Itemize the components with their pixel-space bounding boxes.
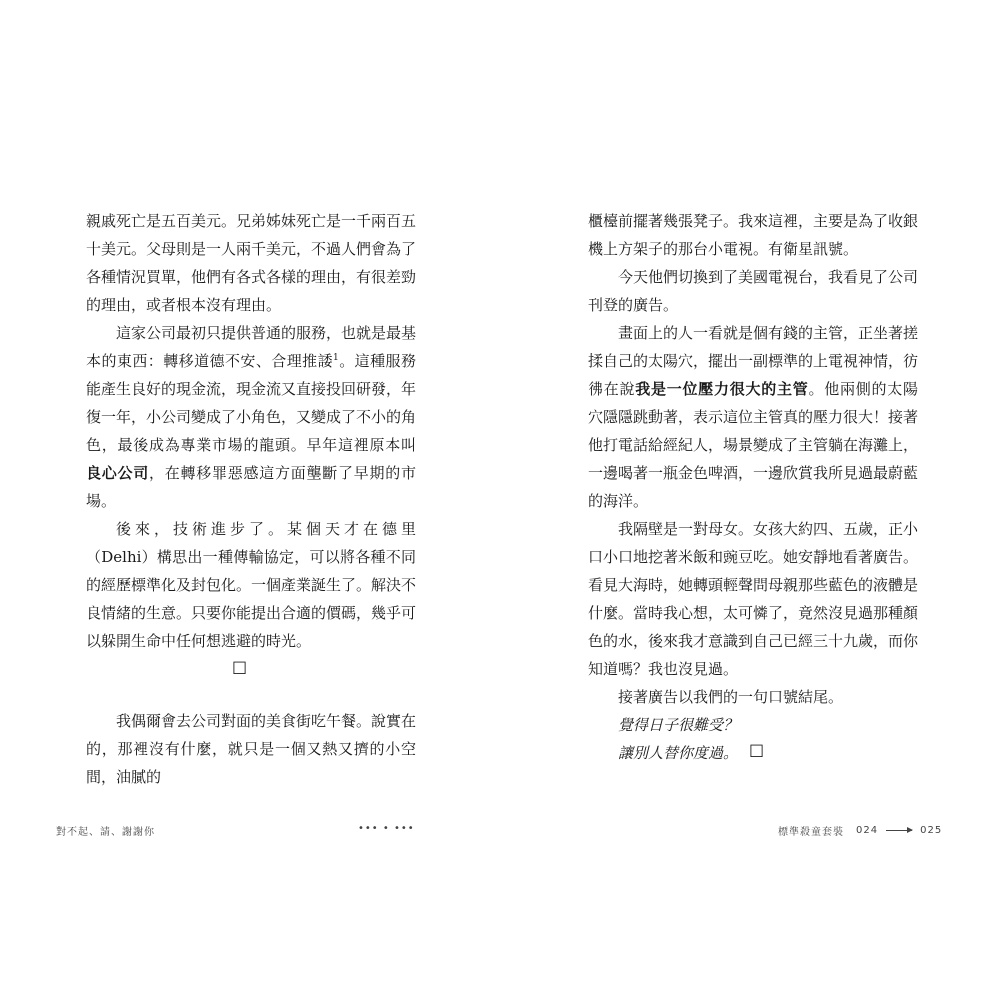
body-text: 今天他們切換到了美國電視台，我看見了公司刊登的廣告。 [588, 268, 919, 314]
arrow-right-icon [886, 830, 912, 831]
slogan-line-2: 讓別人替你度過。 [618, 744, 739, 762]
left-lower-paragraph [86, 707, 416, 791]
right-paragraph [588, 319, 918, 515]
footnote-marker: 1 [333, 353, 339, 363]
emphasized-text: 良心公司 [86, 464, 149, 482]
slogan-line-1: 覺得日子很難受？ [618, 716, 739, 734]
body-text: 畫面上的人一看就是個有錢的主管，正坐著搓揉自己的太陽穴，擺出一副標準的上電視神情，彷彿在說 [588, 324, 919, 398]
body-text: 。他兩側的太陽穴隱隱跳動著，表示這位主管真的壓力很大！接著他打電話給經紀人，場景變成了主管躺在海灘上，一邊喝著一瓶金色啤酒，一邊欣賞我所見過最蔚藍的海洋。 [588, 380, 919, 510]
left-upper-paragraph [86, 207, 416, 319]
right-paragraph [588, 515, 918, 683]
left-lower-text [86, 707, 416, 791]
left-upper-text [86, 207, 416, 655]
page-number-right: 025 [920, 825, 943, 836]
emphasized-text: 我是一位壓力很大的主管 [635, 380, 809, 398]
right-page-text [588, 207, 918, 767]
body-text: 櫃檯前擺著幾張凳子。我來這裡，主要是為了收銀機上方架子的那台小電視。有衛星訊號。 [588, 212, 919, 258]
body-text: 我隔壁是一對母女。女孩大約四、五歲，正小口小口地挖著米飯和豌豆吃。她安靜地看著廣告。看見大海時，她轉頭輕聲問母親那些藍色的液體是什麼。當時我心想，太可憐了，竟然沒見過那種顏色的水，後來我才意識到自己已經三十九歲，而你知道嗎？我也沒見過。 [588, 520, 919, 678]
right-paragraph [588, 207, 918, 263]
right-paragraph [588, 263, 918, 319]
left-upper-paragraph [86, 515, 416, 655]
book-title-footer: 對不起、請、謝謝你 [56, 827, 155, 838]
page-number-left: 024 [856, 825, 879, 836]
body-text: 後來，技術進步了。某個天才在德里（Delhi）構思出一種傳輸協定，可以將各種不同的經歷標準化及封包化。一個產業誕生了。解決不良情緒的生意。只要你能提出合適的價碼，幾乎可以躲開生命中任何想逃避的時光。 [86, 520, 417, 650]
right-paragraph [588, 683, 918, 711]
section-break-mark: □ [749, 740, 765, 759]
body-text: 親戚死亡是五百美元。兄弟姊妹死亡是一千兩百五十美元。父母則是一人兩千美元，不過人們會為了各種情況買單，他們有各式各樣的理由，有很差勁的理由，或者根本沒有理由。 [86, 212, 417, 314]
body-text: ，在轉移罪惡感這方面壟斷了早期的市場。 [86, 464, 416, 510]
body-text: 這家公司最初只提供普通的服務，也就是最基本的東西：轉移道德不安、合理推諉 [86, 324, 417, 370]
body-text: 我偶爾會去公司對面的美食街吃午餐。說實在的，那裡沒有什麼，就只是一個又熱又擠的小空間，油膩的 [86, 712, 417, 786]
footer-dots-ornament: ••• • ••• [358, 823, 415, 834]
body-text: 。這種服務能產生良好的現金流，現金流又直接投回研發，年復一年，小公司變成了小角色，又變成了不小的角色，最後成為專業市場的龍頭。早年這裡原本叫 [86, 352, 417, 454]
section-break-mark: □ [232, 657, 248, 676]
chapter-title-footer: 標準殺童套裝 [778, 827, 844, 838]
chapter-footer [778, 823, 942, 838]
body-text: 接著廣告以我們的一句口號結尾。 [618, 688, 844, 706]
left-upper-paragraph [86, 319, 416, 515]
